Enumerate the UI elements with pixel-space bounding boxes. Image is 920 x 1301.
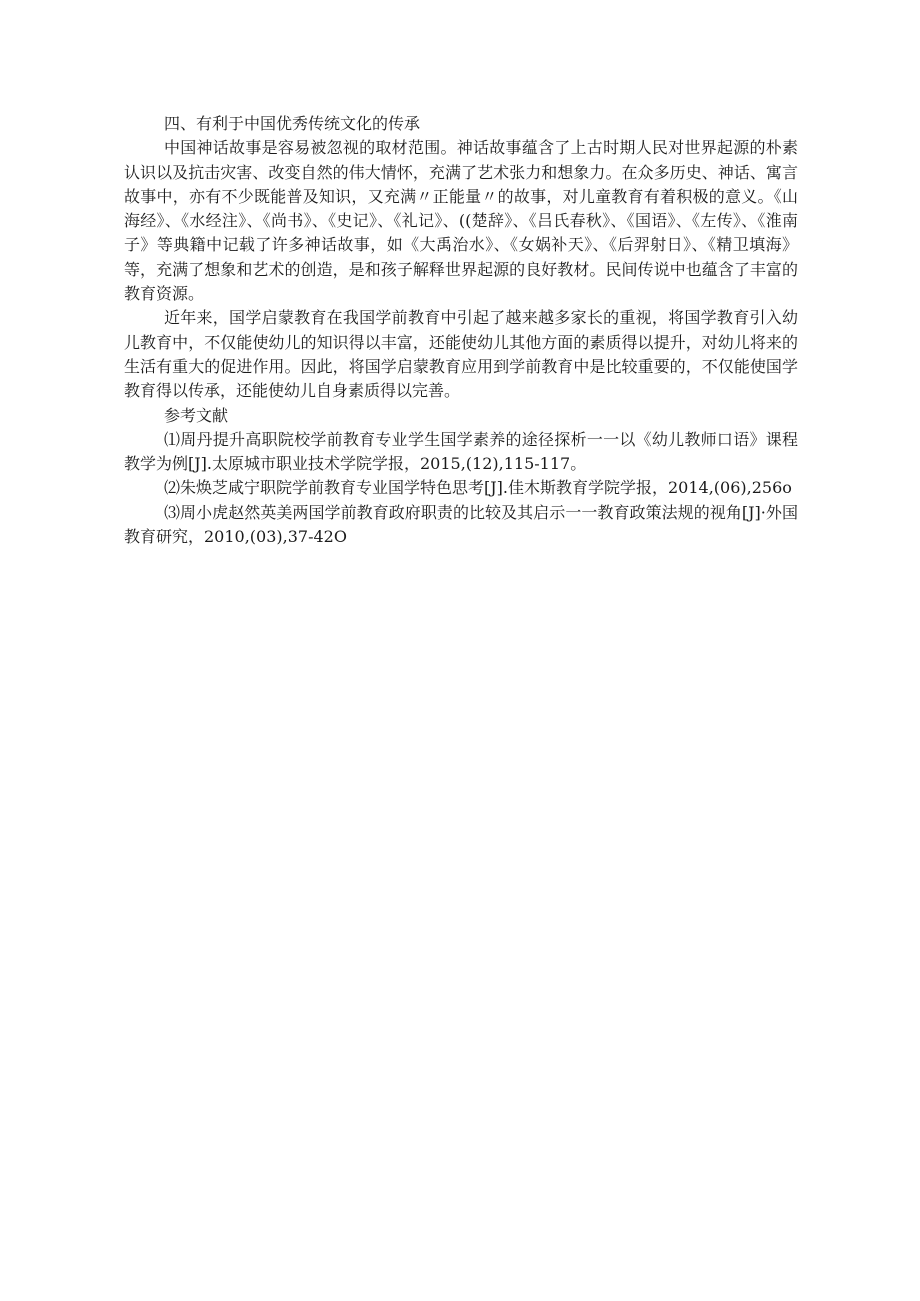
reference-item: ⑴周丹提升高职院校学前教育专业学生国学素养的途径探析一一以《幼儿教师口语》课程教学为例[J].太原城市职业技术学院学报，2015,(12),115-117。 (124, 429, 798, 474)
body-paragraph: 近年来，国学启蒙教育在我国学前教育中引起了越来越多家长的重视，将国学教育引入幼儿教育中，不仅能使幼儿的知识得以丰富，还能使幼儿其他方面的素质得以提升，对幼儿将来的生活有重大的促进作用。因此，将国学启蒙教育应用到学前教育中是比较重要的，不仅能使国学教育得以传承，还能使幼儿自身素质得以完善。 (124, 308, 798, 401)
references-heading: 参考文献 (164, 405, 229, 425)
section-heading: 四、有利于中国优秀传统文化的传承 (164, 114, 421, 133)
reference-item: ⑵朱焕芝咸宁职院学前教育专业国学特色思考[J].佳木斯教育学院学报，2014,(06),256o (164, 478, 792, 498)
document-body (124, 112, 798, 549)
reference-item: ⑶周小虎赵然英美两国学前教育政府职责的比较及其启示一一教育政策法规的视角[J]·外国教育研究，2010,(03),37-42O (124, 502, 798, 547)
body-paragraph: 中国神话故事是容易被忽视的取材范围。神话故事蕴含了上古时期人民对世界起源的朴素认识以及抗击灾害、改变自然的伟大情怀，充满了艺术张力和想象力。在众多历史、神话、寓言故事中，亦有不少既能普及知识，又充满〃正能量〃的故事，对儿童教育有着积极的意义。《山海经》、《水经注》、《尚书》、《史记》、《礼记》、((楚辞》、《吕氏春秋》、《国语》、《左传》、《淮南子》等典籍中记载了许多神话故事，如《大禹治水》、《女娲补天》、《后羿射日》、《精卫填海》等，充满了想象和艺术的创造，是和孩子解释世界起源的良好教材。民间传说中也蕴含了丰富的教育资源。 (124, 138, 798, 304)
